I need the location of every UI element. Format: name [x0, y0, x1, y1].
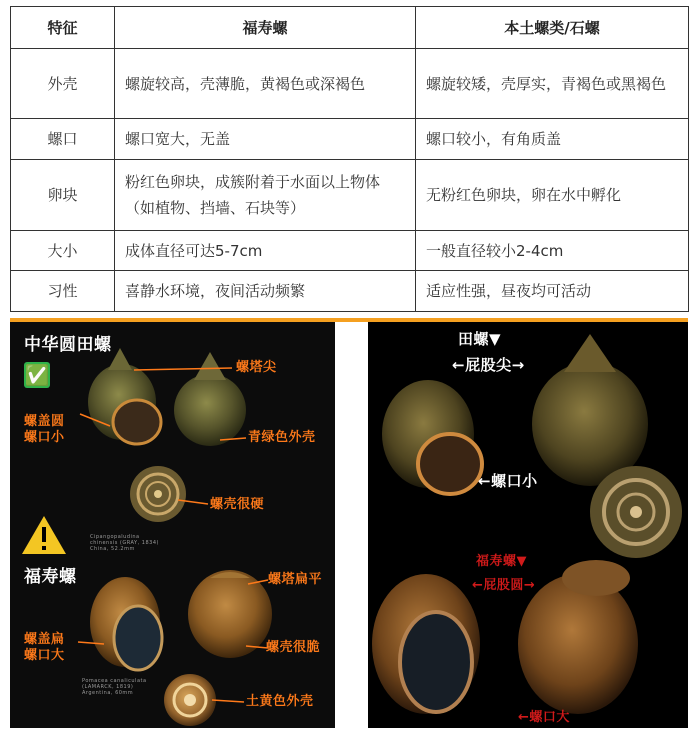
native-cell: 一般直径较小2-4cm: [416, 231, 689, 271]
native-cell: 螺口较小，有角质盖: [416, 119, 689, 160]
apple-snail-photo-right-icon: [518, 560, 638, 714]
label-small-mouth: ←螺口小: [478, 472, 538, 490]
native-snail-photo-spiral-icon: [590, 466, 682, 558]
native-snail-photo-right-icon: [532, 334, 648, 486]
apple-snail-photo-title: 福寿螺▼: [476, 554, 527, 569]
label-apple-operculum-1: 螺盖扁: [24, 632, 65, 647]
snail-illustrations-left: [10, 322, 335, 728]
warning-icon: [22, 516, 66, 554]
apple-cell: 粉红色卵块，成簇附着于水面以上物体（如植物、挡墙、石块等）: [115, 160, 416, 231]
feature-cell: 外壳: [11, 49, 115, 119]
apple-cell: 螺口宽大，无盖: [115, 119, 416, 160]
feature-cell: 大小: [11, 231, 115, 271]
table-row: [11, 119, 689, 160]
label-hard-shell: 螺壳很硬: [210, 497, 265, 512]
label-operculum-1: 螺盖圆: [24, 414, 65, 429]
header-apple-snail: 福寿螺: [115, 7, 416, 49]
apple-snail-back-icon: [188, 570, 272, 658]
apple-snail-spiral-icon: [164, 674, 216, 726]
label-sharp-tip: ←屁股尖→: [452, 356, 525, 374]
native-snail-front-icon: [88, 348, 161, 444]
snail-photos-right: [368, 322, 688, 728]
apple-snail-title: 福寿螺: [24, 567, 77, 587]
native-cell: 无粉红色卵块，卵在水中孵化: [416, 160, 689, 231]
native-snail-title: 中华圆田螺: [24, 335, 112, 355]
label-operculum-2: 螺口小: [24, 430, 65, 445]
infographic-left: [10, 322, 335, 728]
native-cell: 适应性强，昼夜均可活动: [416, 271, 689, 312]
caption-native: Cipangopaludina chinensis (GRAY, 1834) China, 52.2mm: [90, 534, 159, 552]
native-snail-photo-title: 田螺▼: [458, 330, 502, 348]
label-apple-operculum-2: 螺口大: [24, 648, 65, 663]
photo-right: [368, 322, 688, 728]
feature-cell: 卵块: [11, 160, 115, 231]
apple-cell: 螺旋较高，壳薄脆，黄褐色或深褐色: [115, 49, 416, 119]
label-big-mouth: ←螺口大: [518, 710, 570, 725]
check-icon: ✅: [24, 363, 50, 387]
table-row: [11, 49, 689, 119]
table-row: [11, 231, 689, 271]
apple-snail-photo-left-icon: [372, 574, 480, 714]
apple-cell: 喜静水环境，夜间活动频繁: [115, 271, 416, 312]
label-green-shell: 青绿色外壳: [248, 430, 316, 445]
native-snail-photo-left-icon: [382, 380, 482, 494]
feature-cell: 习性: [11, 271, 115, 312]
label-tip: 螺塔尖: [236, 360, 277, 375]
label-yellow-shell: 土黄色外壳: [246, 694, 314, 709]
label-flat-tip: 螺塔扁平: [268, 572, 323, 587]
native-cell: 螺旋较矮，壳厚实，青褐色或黑褐色: [416, 49, 689, 119]
feature-cell: 螺口: [11, 119, 115, 160]
apple-cell: 成体直径可达5-7cm: [115, 231, 416, 271]
table-row: [11, 271, 689, 312]
caption-apple: Pomacea canaliculata (LAMARCK, 1819) Argentina, 60mm: [82, 678, 147, 696]
comparison-table: [10, 6, 689, 312]
header-feature: 特征: [11, 7, 115, 49]
native-snail-spiral-icon: [130, 466, 186, 522]
header-native-snail: 本土螺类/石螺: [416, 7, 689, 49]
table-row: [11, 160, 689, 231]
apple-snail-front-icon: [90, 577, 162, 670]
label-blunt-tip: ←屁股圆→: [472, 578, 536, 593]
label-brittle-shell: 螺壳很脆: [266, 640, 321, 655]
table-header-row: [11, 7, 689, 49]
